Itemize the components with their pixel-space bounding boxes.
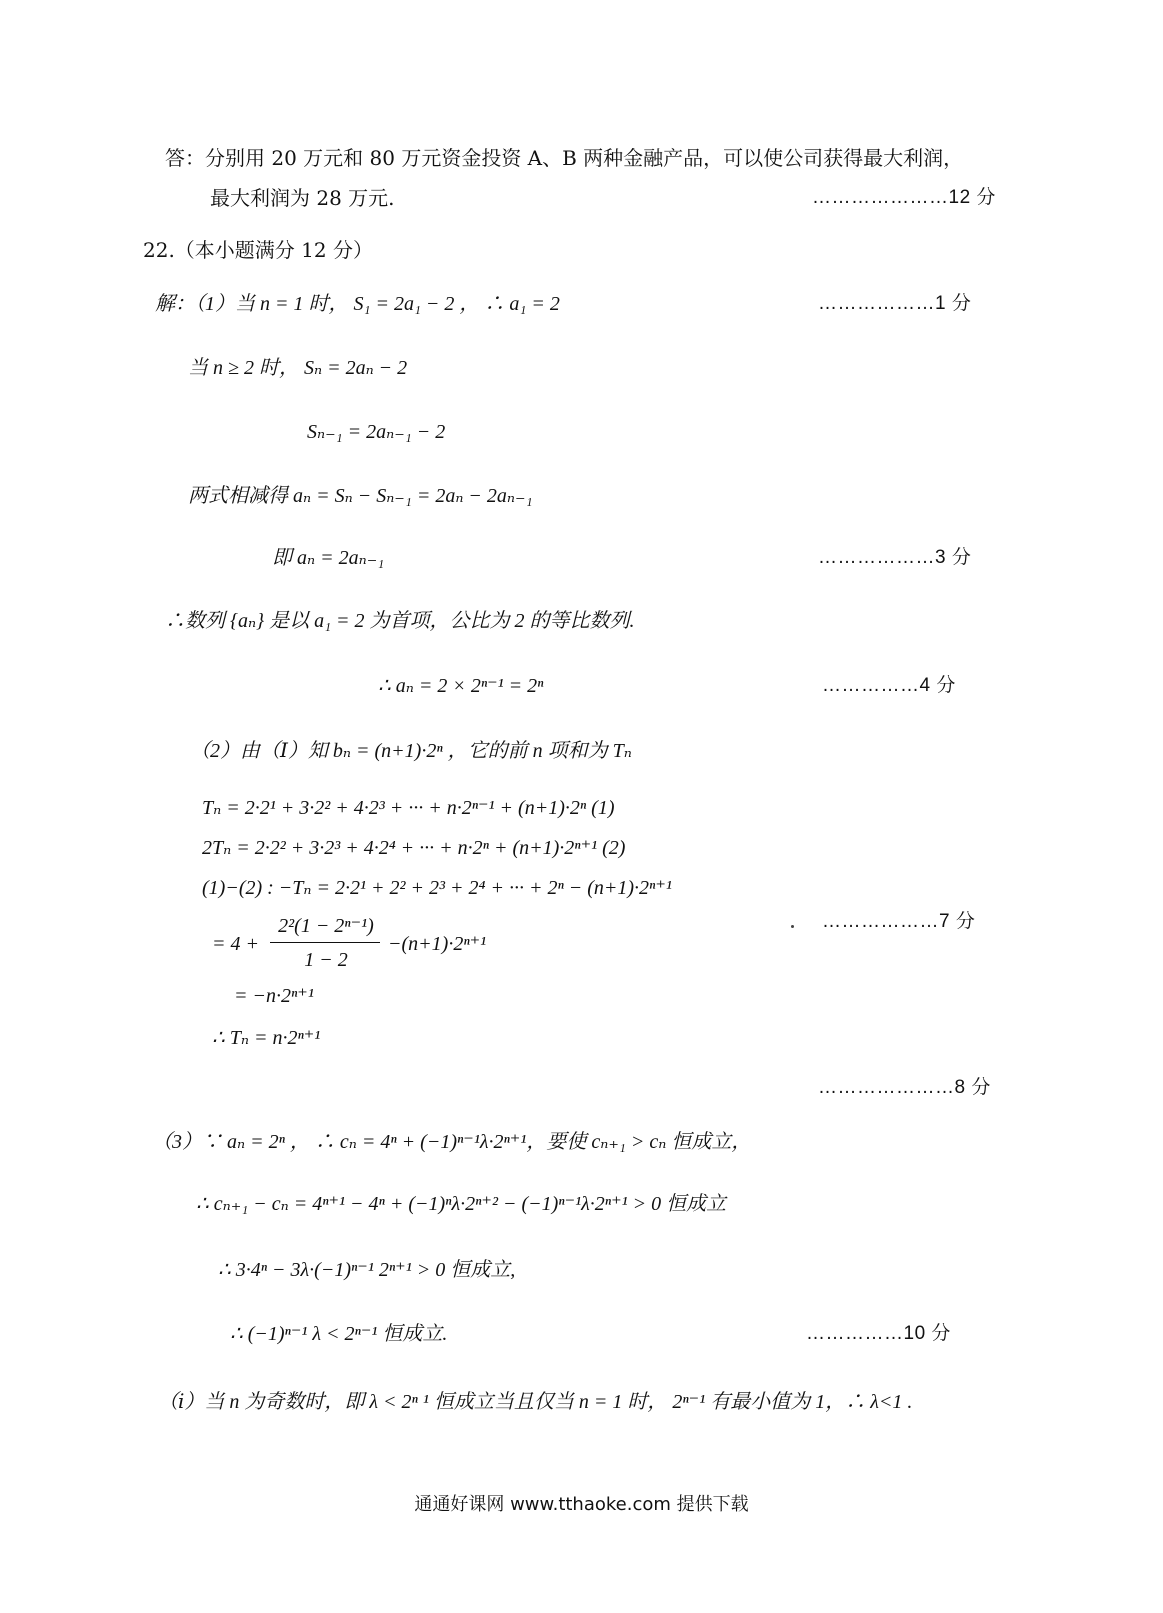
part3-line-1: （3）∵ aₙ = 2ⁿ ， ∴ cₙ = 4ⁿ + (−1)ⁿ⁻¹λ·2ⁿ⁺¹，要使 cₙ₊₁ > cₙ 恒成立， [152,1131,752,1153]
part1-line-4: 两式相减得 aₙ = Sₙ − Sₙ₋₁ = 2aₙ − 2aₙ₋₁ [188,485,533,507]
part2-line-5b: −(n+1)·2ⁿ⁺¹ [388,933,487,955]
fraction-numerator: 2²(1 − 2ⁿ⁻¹) [278,915,374,937]
part3-line-3: ∴ 3·4ⁿ − 3λ·(−1)ⁿ⁻¹ 2ⁿ⁺¹ > 0 恒成立, [218,1259,516,1281]
answer-line-1: 答：分别用 20 万元和 80 万元资金投资 A、B 两种金融产品，可以使公司获得最大利润， [165,146,964,170]
score-3: ………………3 分 [818,547,972,568]
part2-line-4: (1)−(2) : −Tₙ = 2·2¹ + 2² + 2³ + 2⁴ + ··· + 2ⁿ − (n+1)·2ⁿ⁺¹ [202,877,672,899]
answer-line-2: 最大利润为 28 万元. [210,186,395,210]
part1-line-3: Sₙ₋₁ = 2aₙ₋₁ − 2 [307,421,446,443]
part1-line-6: ∴数列 {aₙ} 是以 a₁ = 2 为首项，公比为 2 的等比数列. [165,610,635,632]
part2-line-5a: = 4 + [212,933,259,955]
score-10: ……………10 分 [806,1323,951,1344]
problem-heading: 22.（本小题满分 12 分） [143,238,373,262]
part2-line-7: ∴ Tₙ = n·2ⁿ⁺¹ [212,1027,321,1049]
part1-line-1: 解：（1）当 n = 1 时， S₁ = 2a₁ − 2 ， ∴ a₁ = 2 [155,293,560,315]
fraction-denominator: 1 − 2 [304,949,348,971]
part2-line-2: Tₙ = 2·2¹ + 3·2² + 4·2³ + ··· + n·2ⁿ⁻¹ + (n+1)·2ⁿ (1) [202,797,615,819]
stray-dot [791,925,794,928]
score-4: ……………4 分 [822,675,956,696]
part1-line-7: ∴ aₙ = 2 × 2ⁿ⁻¹ = 2ⁿ [378,675,544,697]
part2-line-3: 2Tₙ = 2·2² + 3·2³ + 4·2⁴ + ··· + n·2ⁿ + (n+1)·2ⁿ⁺¹ (2) [202,837,626,859]
footer-credit: 通通好课网 www.tthaoke.com 提供下载 [414,1494,749,1515]
part3-line-2: ∴ cₙ₊₁ − cₙ = 4ⁿ⁺¹ − 4ⁿ + (−1)ⁿλ·2ⁿ⁺² − (−1)ⁿ⁻¹λ·2ⁿ⁺¹ > 0 恒成立 [196,1193,727,1215]
score-1: ………………1 分 [818,293,972,314]
part1-line-5: 即 aₙ = 2aₙ₋₁ [272,547,385,569]
part1-line-2: 当 n ≥ 2 时， Sₙ = 2aₙ − 2 [188,357,408,379]
fraction-bar [270,942,380,943]
part2-line-6: = −n·2ⁿ⁺¹ [234,985,314,1007]
part3-line-5: （ⅰ）当 n 为奇数时，即 λ < 2ⁿ ¹ 恒成立当且仅当 n = 1 时， 2ⁿ⁻¹ 有最小值为 1，∴ λ<1 . [158,1391,913,1413]
score-7: ………………7 分 [822,911,976,932]
score-8: …………………8 分 [818,1077,991,1098]
part3-line-4: ∴ (−1)ⁿ⁻¹ λ < 2ⁿ⁻¹ 恒成立. [230,1323,448,1345]
score-12: …………………12 分 [812,187,996,208]
part2-line-1: （2）由（Ⅰ）知 bₙ = (n+1)·2ⁿ ，它的前 n 项和为 Tₙ [190,740,632,762]
